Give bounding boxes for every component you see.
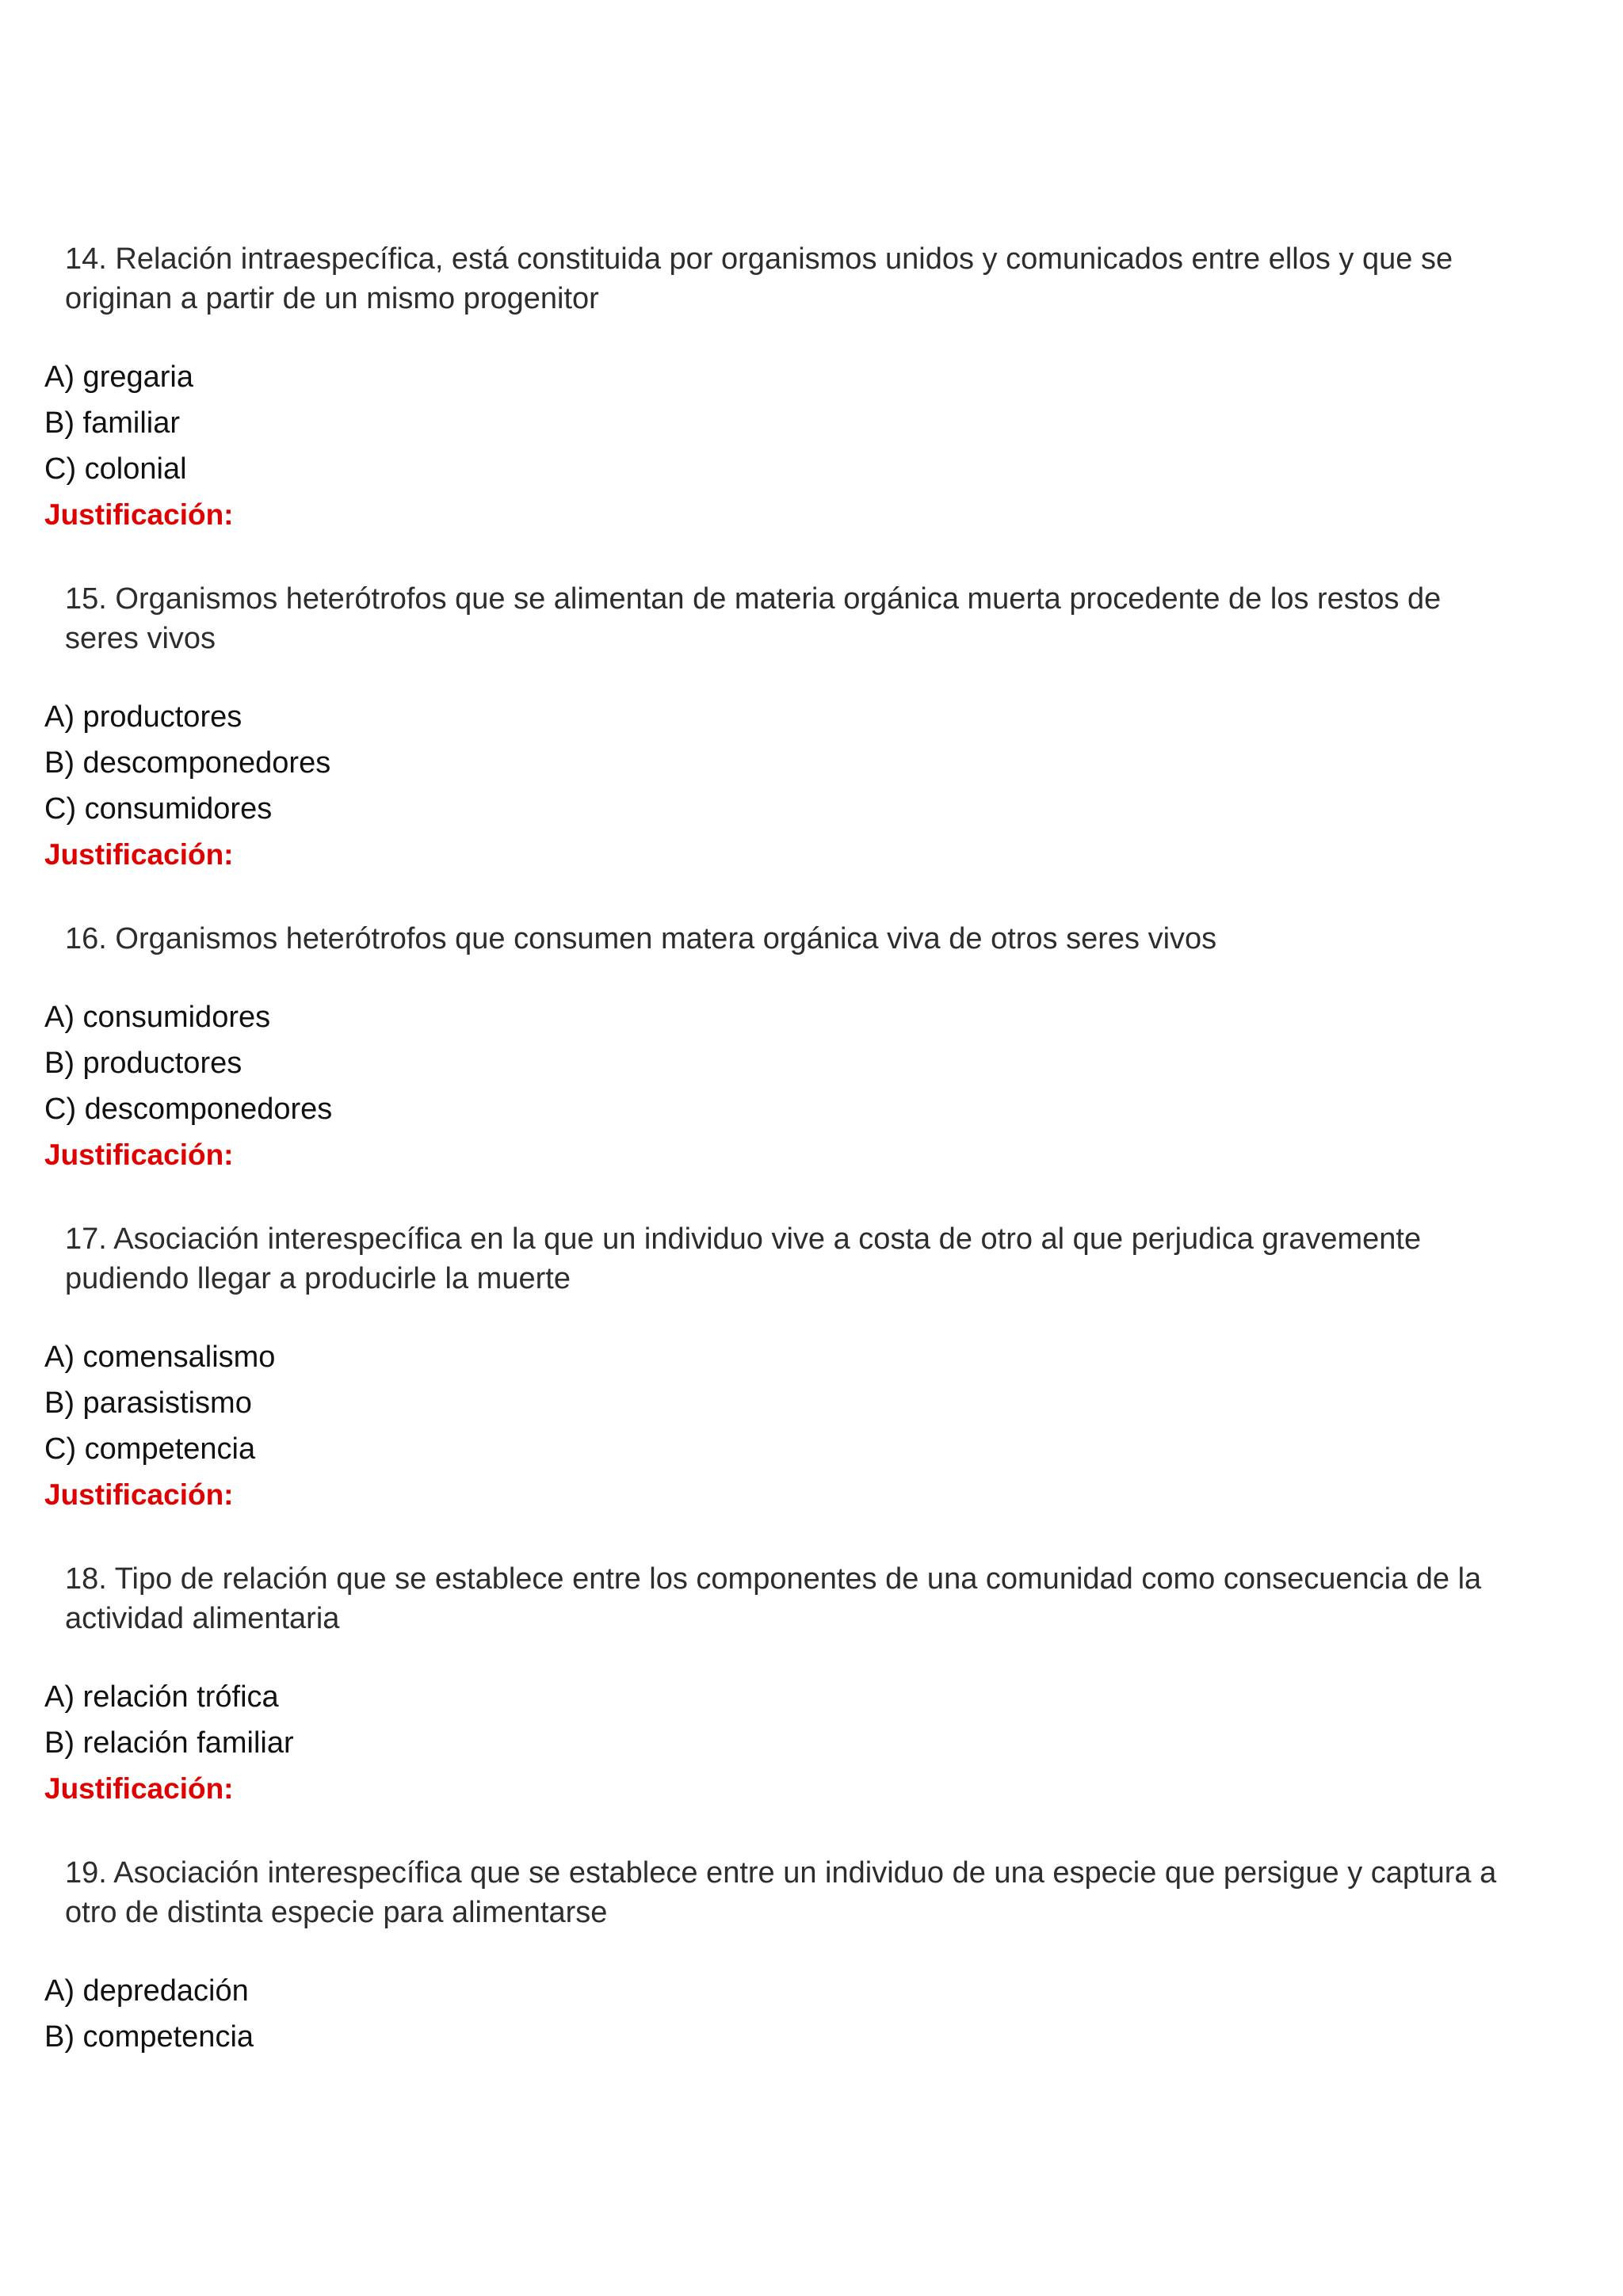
option-a: A) consumidores [44, 1001, 271, 1034]
question-text: 17. Asociación interespecífica en la que un individuo vive a costa de otro al que perjudica gravemente pudiendo llegar a producirle la muerte [65, 1222, 1422, 1295]
option-a: A) depredación [44, 1974, 249, 2008]
option-b: B) relación familiar [44, 1726, 294, 1760]
justification-label: Justificación: [44, 498, 234, 531]
question-text: 15. Organismos heterótrofos que se alimentan de materia orgánica muerta procedente de los restos de seres vivos [65, 582, 1442, 655]
option-a: A) gregaria [44, 360, 193, 394]
option-b: B) productores [44, 1047, 242, 1080]
option-c: C) colonial [44, 452, 187, 486]
question-text: 16. Organismos heterótrofos que consumen matera orgánica viva de otros seres vivos [65, 922, 1217, 955]
option-a: A) comensalismo [44, 1341, 276, 1374]
option-b: B) competencia [44, 2020, 254, 2054]
justification-label: Justificación: [44, 1772, 234, 1805]
option-b: B) familiar [44, 406, 181, 440]
option-b: B) descomponedores [44, 746, 331, 780]
question-text: 19. Asociación interespecífica que se establece entre un individuo de una especie que persigue y captura a otro de distinta especie para alimentarse [65, 1856, 1497, 1929]
option-a: A) productores [44, 700, 242, 734]
option-c: C) descomponedores [44, 1093, 333, 1126]
justification-label: Justificación: [44, 1478, 234, 1511]
justification-label: Justificación: [44, 838, 234, 871]
option-a: A) relación trófica [44, 1680, 279, 1714]
question-text: 18. Tipo de relación que se establece entre los componentes de una comunidad como consecuencia de la actividad alimentaria [65, 1562, 1482, 1635]
option-c: C) competencia [44, 1432, 256, 1466]
justification-label: Justificación: [44, 1138, 234, 1171]
option-c: C) consumidores [44, 792, 273, 826]
option-b: B) parasistismo [44, 1386, 252, 1420]
question-text: 14. Relación intraespecífica, está constituida por organismos unidos y comunicados entre ellos y que se originan a partir de un mismo progenitor [65, 242, 1453, 315]
